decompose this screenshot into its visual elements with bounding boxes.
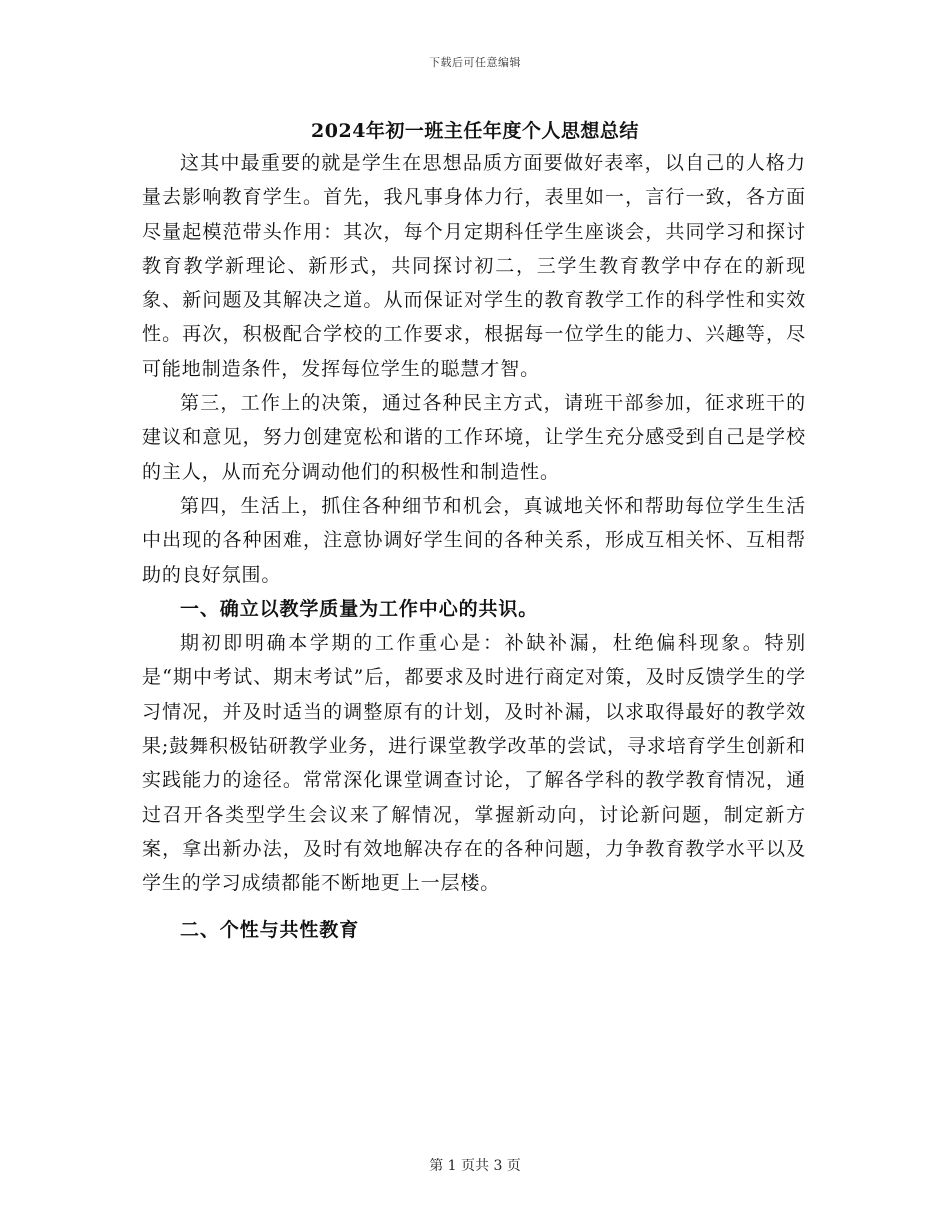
section-heading: 二、个性与共性教育 <box>180 918 360 941</box>
page-header-note: 下载后可任意编辑 <box>429 56 521 69</box>
document-title: 2024年初一班主任年度个人思想总结 <box>311 120 639 142</box>
paragraph: 这其中最重要的就是学生在思想品质方面要做好表率，以自己的人格力量去影响教育学生。首先，我凡事身体力行，表里如一，言行一致，各方面尽量起模范带头作用：其次，每个月定期科任学生座谈会，共同学习和探讨教育教学新理论、新形式，共同探讨初二，三学生教育教学中存在的新现象、新问题及其解决之道。从而保证对学生的教育教学工作的科学性和实效性。再次，积极配合学校的工作要求，根据每一位学生的能力、兴趣等，尽可能地制造条件，发挥每位学生的聪慧才智。 <box>142 152 806 380</box>
section-heading: 一、确立以教学质量为工作中心的共识。 <box>180 597 539 620</box>
page-number-footer: 第 1 页共 3 页 <box>429 1158 521 1174</box>
document-body <box>142 146 806 947</box>
paragraph: 第四，生活上，抓住各种细节和机会，真诚地关怀和帮助每位学生生活中出现的各种困难，注意协调好学生间的各种关系，形成互相关怀、互相帮助的良好氛围。 <box>142 494 806 586</box>
paragraph: 期初即明确本学期的工作重心是：补缺补漏，杜绝偏科现象。特别是“期中考试、期末考试”后，都要求及时进行商定对策，及时反馈学生的学习情况，并及时适当的调整原有的计划，及时补漏，以求取得最好的教学效果;鼓舞积极钻研教学业务，进行课堂教学改革的尝试，寻求培育学生创新和实践能力的途径。常常深化课堂调查讨论，了解各学科的教学教育情况，通过召开各类型学生会议来了解情况，掌握新动向，讨论新问题，制定新方案，拿出新办法，及时有效地解决存在的各种问题，力争教育教学水平以及学生的学习成绩都能不断地更上一层楼。 <box>142 632 807 895</box>
paragraph: 第三，工作上的决策，通过各种民主方式，请班干部参加，征求班干的建议和意见，努力创建宽松和谐的工作环境，让学生充分感受到自己是学校的主人，从而充分调动他们的积极性和制造性。 <box>142 392 806 483</box>
